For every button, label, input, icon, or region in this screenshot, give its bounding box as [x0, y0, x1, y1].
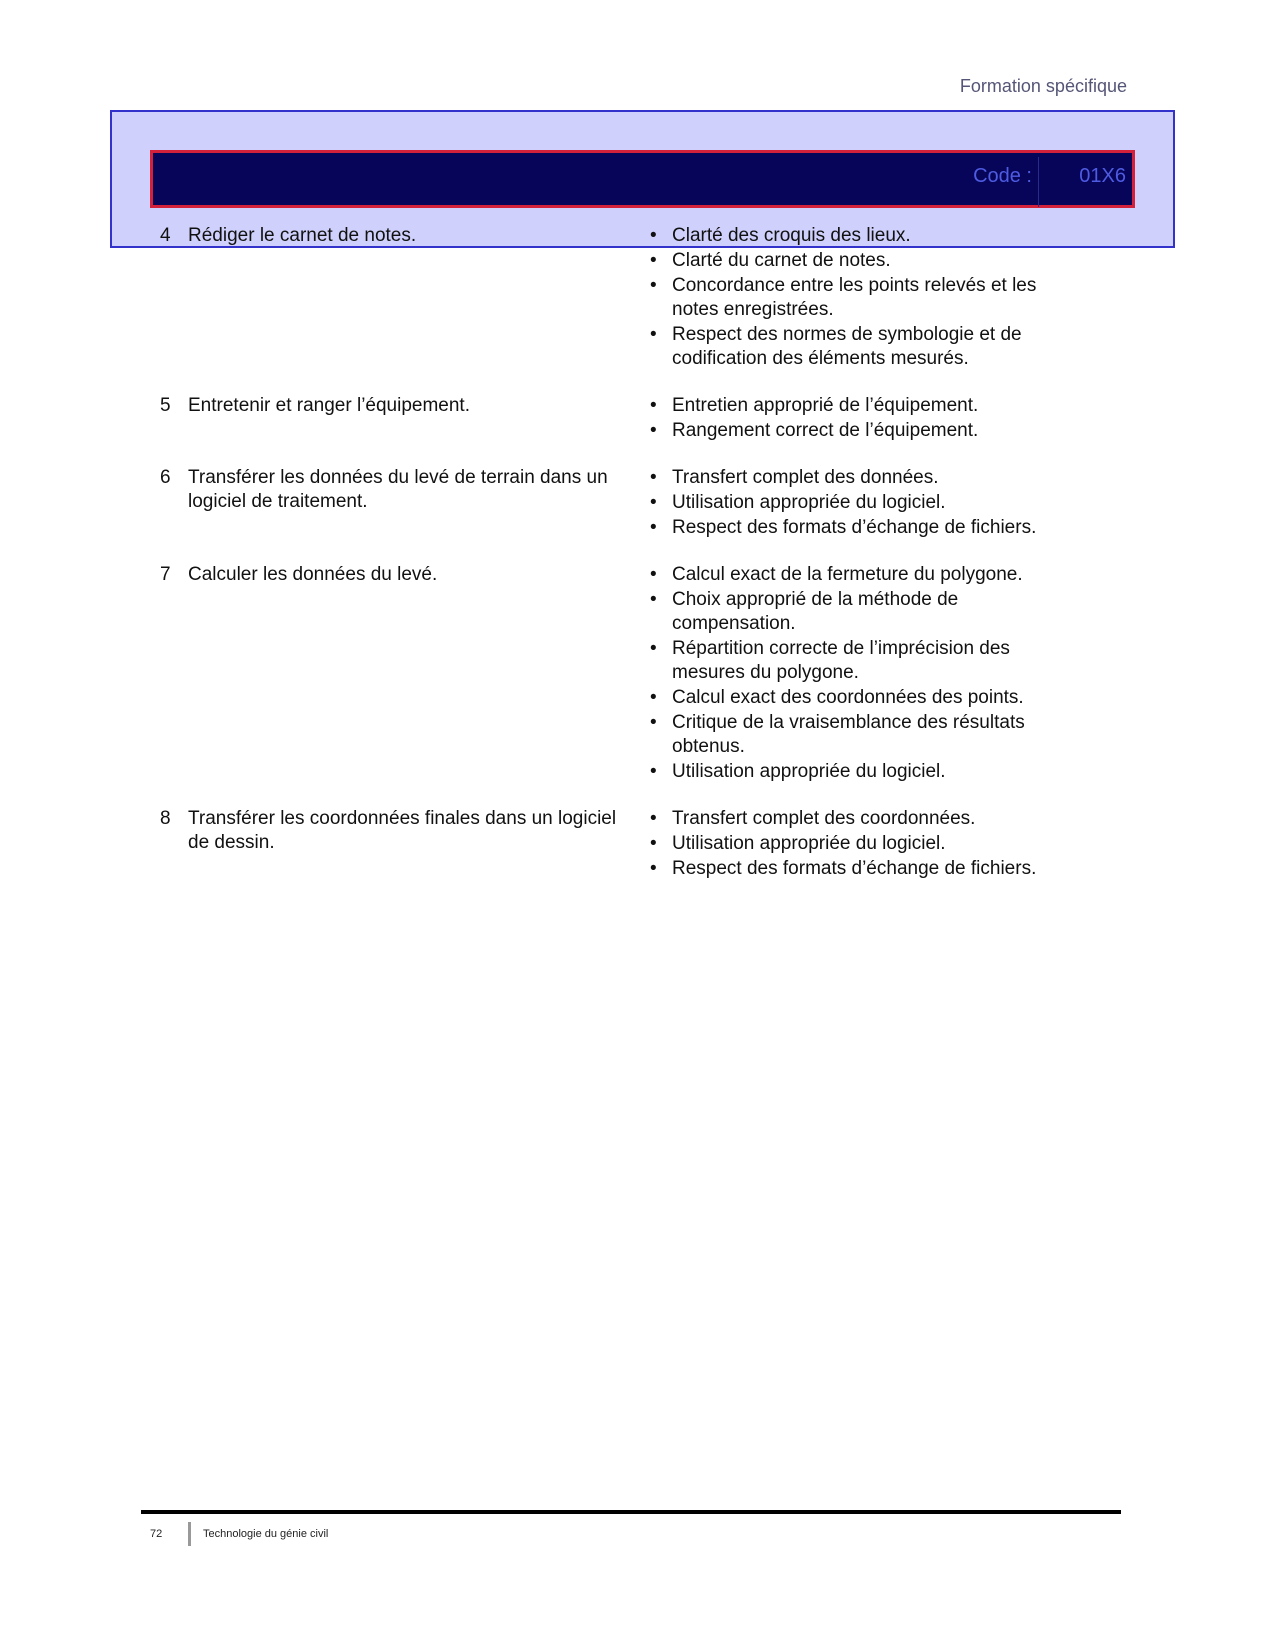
step-text: Entretenir et ranger l’équipement.: [188, 395, 470, 416]
bullet-icon: •: [650, 324, 657, 345]
table-row: [160, 563, 1080, 785]
page-number: 72: [150, 1528, 163, 1540]
list-item: [650, 711, 1080, 759]
list-item: [650, 419, 1080, 443]
list-item: [650, 563, 1080, 587]
criterion-text: Clarté des croquis des lieux.: [672, 225, 911, 246]
criterion-text: Transfert complet des données.: [672, 467, 939, 488]
list-item: [650, 491, 1080, 515]
list-item: [650, 516, 1080, 540]
list-item: [650, 466, 1080, 490]
criterion-text: Critique de la vraisemblance des résultats obtenus.: [672, 712, 1025, 757]
criterion-text: Transfert complet des coordonnées.: [672, 808, 976, 829]
bullet-icon: •: [650, 420, 657, 441]
criterion-text: Entretien approprié de l’équipement.: [672, 395, 979, 416]
step-cell: [160, 563, 650, 587]
document-title: Technologie du génie civil: [203, 1528, 329, 1540]
bullet-icon: •: [650, 467, 657, 488]
criteria-list: [650, 224, 1080, 372]
code-divider: [1038, 157, 1039, 207]
step-number: 4: [160, 225, 171, 246]
step-number: 8: [160, 808, 171, 829]
bullet-icon: •: [650, 761, 657, 782]
list-item: [650, 274, 1080, 322]
criterion-text: Répartition correcte de l’imprécision des mesures du polygone.: [672, 638, 1010, 683]
bullet-icon: •: [650, 858, 657, 879]
bullet-icon: •: [650, 638, 657, 659]
list-item: [650, 686, 1080, 710]
criterion-text: Concordance entre les points relevés et les notes enregistrées.: [672, 275, 1037, 320]
list-item: [650, 323, 1080, 371]
bullet-icon: •: [650, 517, 657, 538]
code-bar: [150, 150, 1135, 208]
table-row: [160, 807, 1080, 882]
criterion-text: Utilisation appropriée du logiciel.: [672, 833, 946, 854]
list-item: [650, 588, 1080, 636]
table-row: [160, 466, 1080, 541]
list-item: [650, 832, 1080, 856]
bullet-icon: •: [650, 589, 657, 610]
bullet-icon: •: [650, 395, 657, 416]
bullet-icon: •: [650, 250, 657, 271]
list-item: [650, 394, 1080, 418]
step-cell: [160, 394, 650, 418]
criterion-text: Respect des formats d’échange de fichiers.: [672, 517, 1037, 538]
header-section-label: Formation spécifique: [959, 76, 1127, 96]
code-label: Code :: [973, 165, 1032, 187]
footer-separator: [188, 1522, 191, 1546]
step-number: 5: [160, 395, 171, 416]
criteria-list: [650, 563, 1080, 785]
step-text: Calculer les données du levé.: [188, 564, 438, 585]
bullet-icon: •: [650, 808, 657, 829]
page-footer: [150, 1522, 328, 1546]
step-cell: [160, 466, 650, 514]
criteria-list: [650, 807, 1080, 882]
criterion-text: Clarté du carnet de notes.: [672, 250, 891, 271]
bullet-icon: •: [650, 225, 657, 246]
competency-table: [160, 224, 1080, 904]
list-item: [650, 857, 1080, 881]
bullet-icon: •: [650, 492, 657, 513]
list-item: [650, 760, 1080, 784]
criterion-text: Choix approprié de la méthode de compensation.: [672, 589, 959, 634]
step-text: Rédiger le carnet de notes.: [188, 225, 417, 246]
bullet-icon: •: [650, 564, 657, 585]
table-row: [160, 394, 1080, 444]
bullet-icon: •: [650, 833, 657, 854]
bullet-icon: •: [650, 275, 657, 296]
criterion-text: Utilisation appropriée du logiciel.: [672, 761, 946, 782]
step-text: Transférer les coordonnées finales dans un logiciel de dessin.: [188, 808, 617, 853]
criteria-list: [650, 466, 1080, 541]
footer-rule: [141, 1510, 1121, 1514]
step-number: 6: [160, 467, 171, 488]
list-item: [650, 637, 1080, 685]
step-text: Transférer les données du levé de terrain dans un logiciel de traitement.: [188, 467, 608, 512]
list-item: [650, 807, 1080, 831]
bullet-icon: •: [650, 687, 657, 708]
code-value: 01X6: [1079, 165, 1126, 187]
list-item: [650, 249, 1080, 273]
criterion-text: Respect des normes de symbologie et de codification des éléments mesurés.: [672, 324, 1022, 369]
table-row: [160, 224, 1080, 372]
criteria-list: [650, 394, 1080, 444]
list-item: [650, 224, 1080, 248]
criterion-text: Respect des formats d’échange de fichiers.: [672, 858, 1037, 879]
criterion-text: Calcul exact des coordonnées des points.: [672, 687, 1024, 708]
bullet-icon: •: [650, 712, 657, 733]
step-number: 7: [160, 564, 171, 585]
step-cell: [160, 807, 650, 855]
criterion-text: Calcul exact de la fermeture du polygone.: [672, 564, 1023, 585]
step-cell: [160, 224, 650, 248]
criterion-text: Utilisation appropriée du logiciel.: [672, 492, 946, 513]
criterion-text: Rangement correct de l’équipement.: [672, 420, 979, 441]
